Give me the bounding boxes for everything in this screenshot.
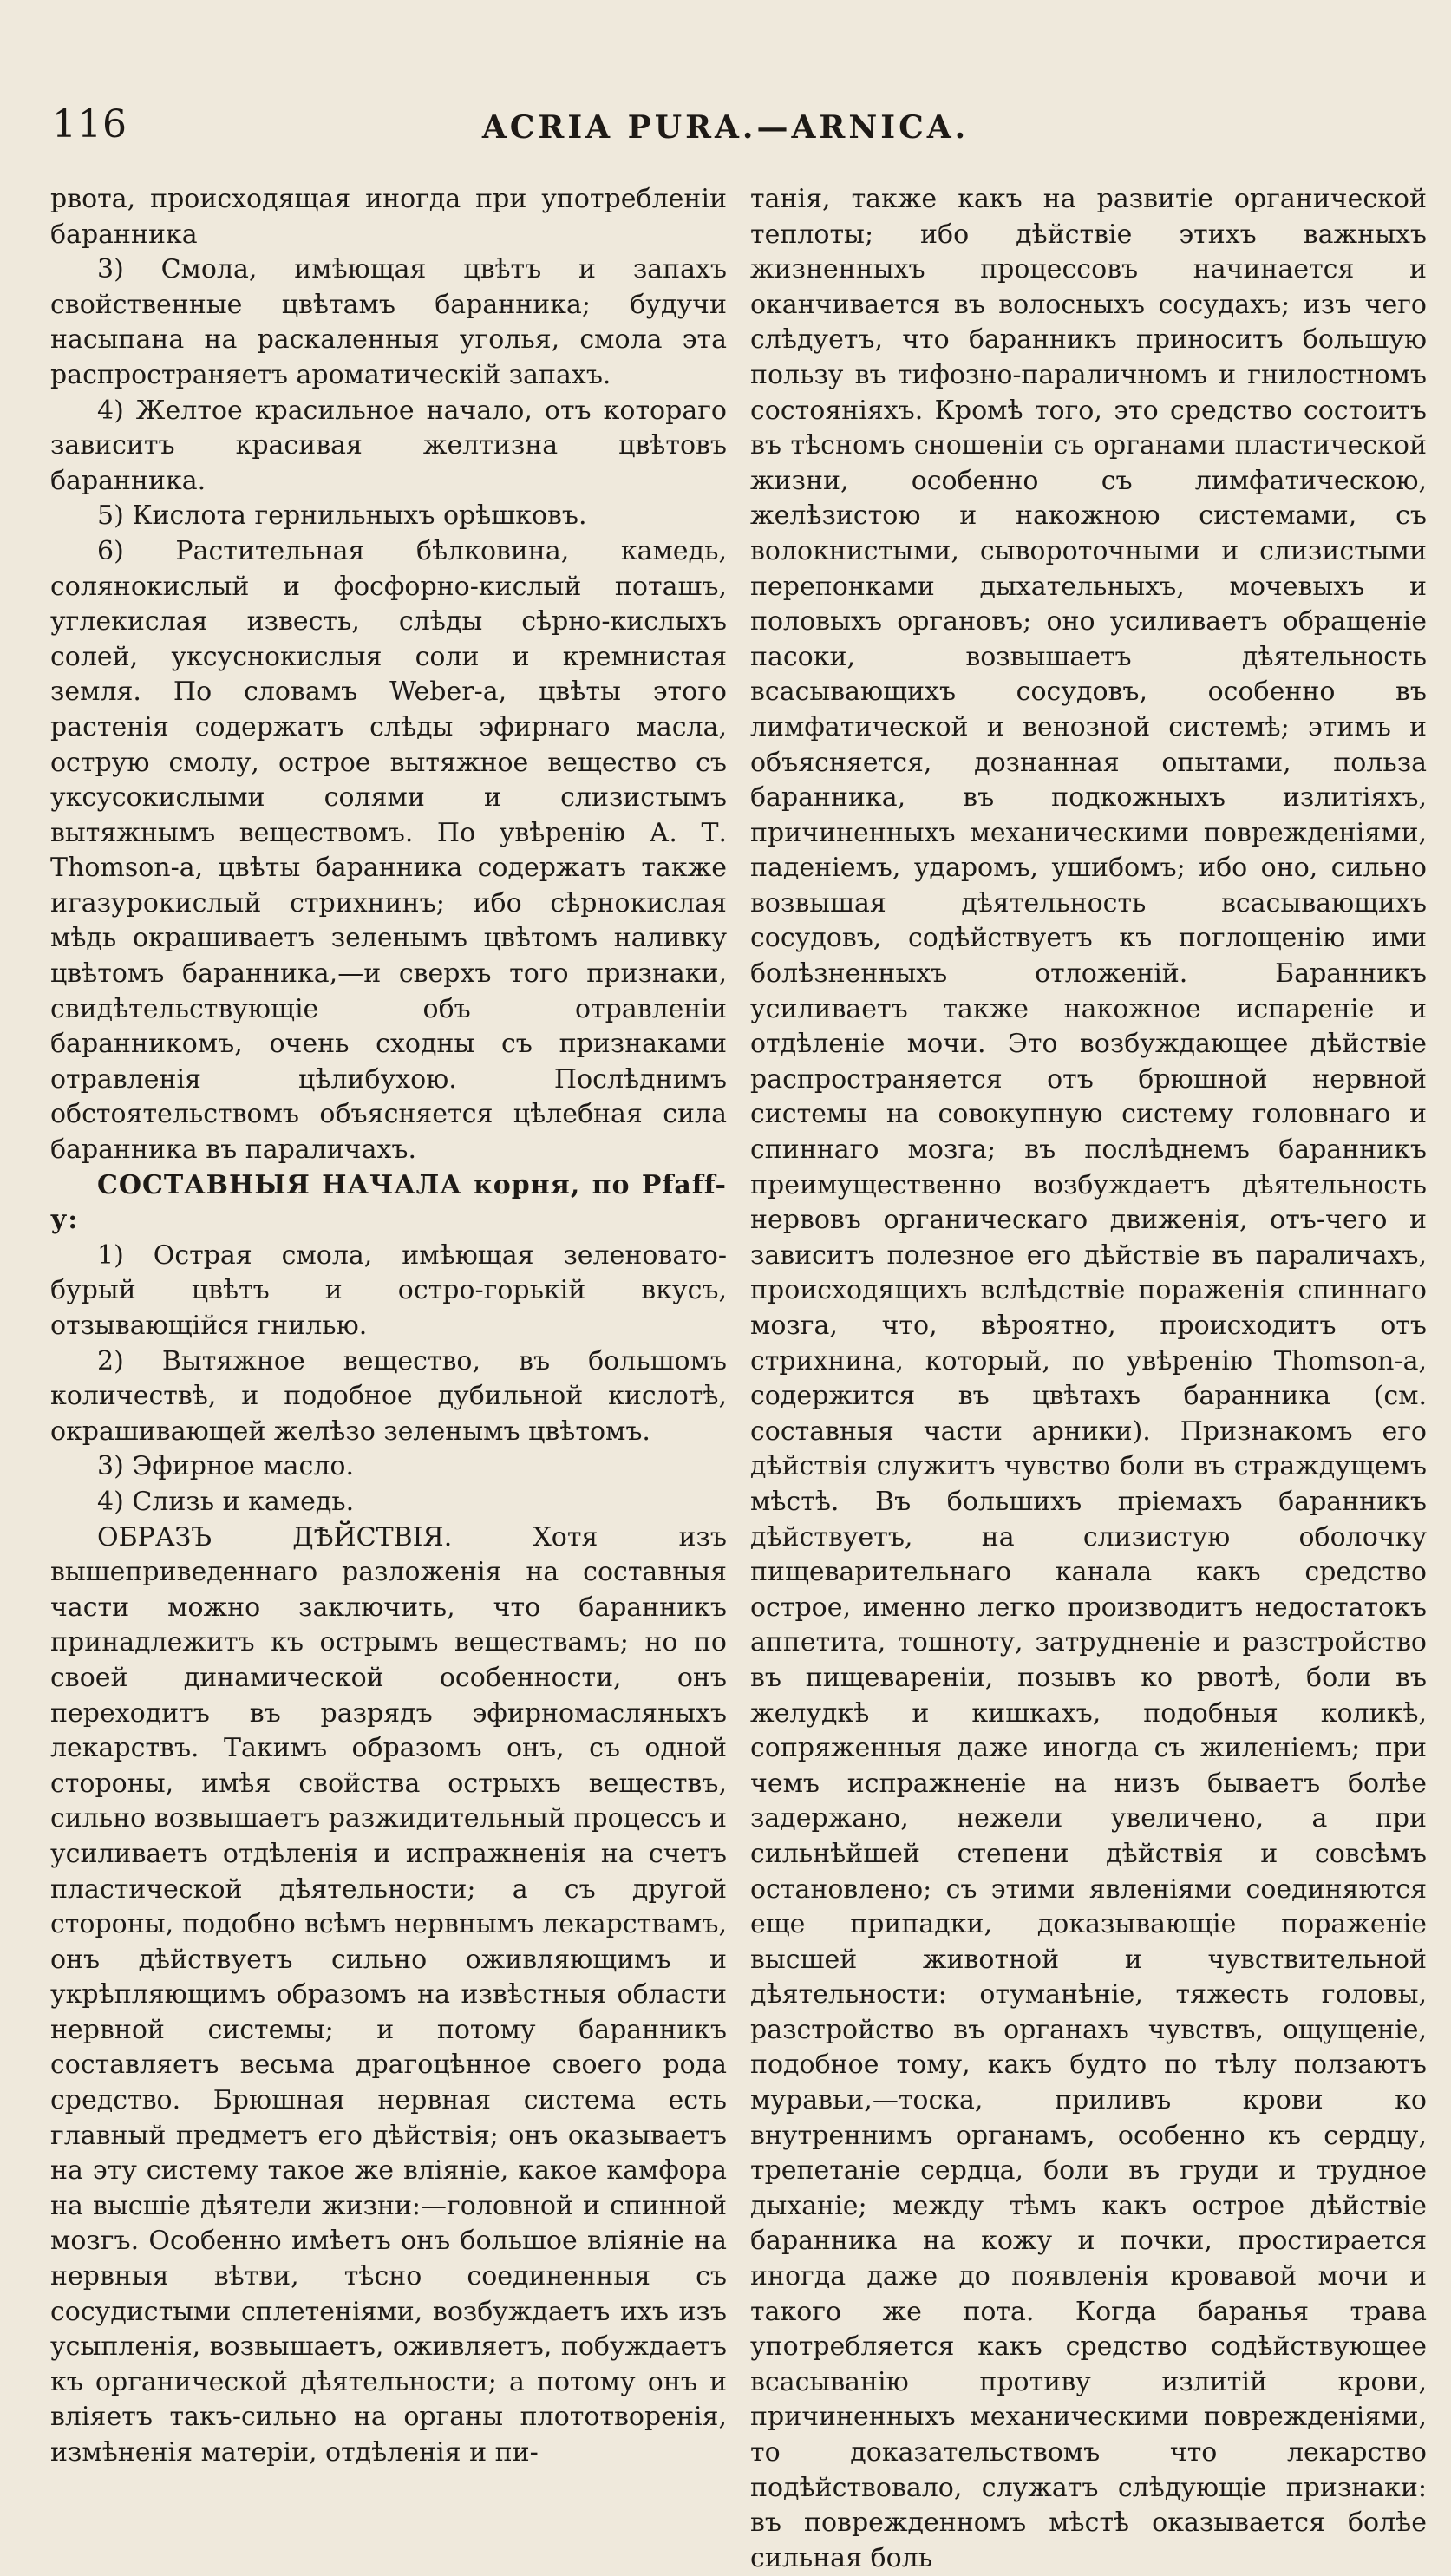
paragraph: 3) Эфирное масло.: [97, 1451, 354, 1482]
paragraph: 4) Слизь и камедь.: [97, 1486, 355, 1517]
paragraph: 3) Смола, имѣющая цвѣтъ и запахъ свойственные цвѣтамъ баранника; будучи насыпана на раскаленныя уголья, смола эта распространяетъ ароматическій запахъ.: [50, 254, 727, 390]
paragraph: 1) Острая смола, имѣющая зеленовато-бурый цвѣтъ и остро-горькій вкусъ, отзывающійся гнилью.: [50, 1239, 727, 1341]
right-column: [750, 182, 1427, 2576]
running-head: ACRIA PURA.—ARNICA.: [481, 109, 970, 146]
paragraph: 4) Желтое красильное начало, отъ котораго зависитъ красивая желтизна цвѣтовъ баранника.: [50, 395, 727, 496]
paragraph: ОБРАЗЪ ДѢЙСТВІЯ. Хотя изъ вышеприведеннаго разложенія на составныя части можно заключить, что баранникъ принадлежитъ къ острымъ веществамъ; но по своей динамической особенности, онъ переходитъ въ разрядъ эфирномасляныхъ лекарствъ. Такимъ образомъ онъ, съ одной стороны, имѣя свойства острыхъ веществъ, сильно возвышаетъ разжидительный процессъ и усиливаетъ отдѣленія и испражненія на счетъ пластической дѣятельности; а съ другой стороны, подобно всѣмъ нервнымъ лекарствамъ, онъ дѣйствуетъ сильно оживляющимъ и укрѣпляющимъ образомъ на извѣстныя области нервной системы; и потому баранникъ составляетъ весьма драгоцѣнное своего рода средство. Брюшная нервная система есть главный предметъ его дѣйствія; онъ оказываетъ на эту систему такое же вліяніе, какое камфора на высшіе дѣятели жизни:—головной и спинной мозгъ. Особенно имѣетъ онъ большое вліяніе на нервныя вѣтви, тѣсно соединенныя съ сосудистыми сплетеніями, возбуждаетъ ихъ изъ усыпленія, возвышаетъ, оживляетъ, побуждаетъ къ органической дѣятельности; а потому онъ и вліяетъ такъ-сильно на органы плототворенія, измѣненія матеріи, отдѣленія и пи-: [50, 1521, 727, 2468]
paragraph: рвота, происходящая иногда при употребленіи баранника: [50, 184, 727, 250]
paragraph: 5) Кислота гернильныхъ орѣшковъ.: [97, 500, 587, 532]
paragraph: танія, также какъ на развитіе органической теплоты; ибо дѣйствіе этихъ важныхъ жизненныхъ процессовъ начинается и оканчивается въ волосныхъ сосудахъ; изъ чего слѣдуетъ, что баранникъ приноситъ большую пользу въ тифозно-параличномъ и гнилостномъ состояніяхъ. Кромѣ того, это средство состоитъ въ тѣсномъ сношеніи съ органами пластической жизни, особенно съ лимфатическою, желѣзистою и накожною системами, съ волокнистыми, сывороточными и слизистыми перепонками дыхательныхъ, мочевыхъ и половыхъ органовъ; оно усиливаетъ обращеніе пасоки, возвышаетъ дѣятельность всасывающихъ сосудовъ, особенно въ лимфатической и венозной системѣ; этимъ и объясняется, дознанная опытами, польза баранника, въ подкожныхъ излитіяхъ, причиненныхъ механическими поврежденіями, паденіемъ, ударомъ, ушибомъ; ибо оно, сильно возвышая дѣятельность всасывающихъ сосудовъ, содѣйствуетъ къ поглощенію ими болѣзненныхъ отложеній. Баранникъ усиливаетъ также накожное испареніе и отдѣленіе мочи. Это возбуждающее дѣйствіе распространяется отъ брюшной нервной системы на совокупную систему головнаго и спиннаго мозга; въ послѣднемъ баранникъ преимущественно возбуждаетъ дѣятельность нервовъ органическаго движенія, отъ-чего и зависитъ полезное его дѣйствіе въ параличахъ, происходящихъ вслѣдствіе пораженія спиннаго мозга, что, вѣроятно, происходитъ отъ стрихнина, который, по увѣренію Thomson-а, содержится въ цвѣтахъ баранника (см. составныя части арники). Признакомъ его дѣйствія служитъ чувство боли въ страждущемъ мѣстѣ. Въ большихъ пріемахъ баранникъ дѣйствуетъ, на слизистую оболочку пищеварительнаго канала какъ средство острое, именно легко производитъ недостатокъ аппетита, тошноту, затрудненіе и разстройство въ пищевареніи, позывъ ко рвотѣ, боли въ желудкѣ и кишкахъ, подобныя коликѣ, сопряженныя даже иногда съ жиленіемъ; при чемъ испражненіе на низъ бываетъ болѣе задержано, нежели увеличено, а при сильнѣйшей степени дѣйствія и совсѣмъ остановлено; съ этими явленіями соединяются еще припадки, доказывающіе пораженіе высшей животной и чувствительной дѣятельности: отуманѣніе, тяжесть головы, разстройство въ органахъ чувствъ, ощущеніе, подобное тому, какъ будто по тѣлу ползаютъ муравьи,—тоска, приливъ крови ко внутреннимъ органамъ, особенно къ сердцу, трепетаніе сердца, боли въ груди и трудное дыханіе; между тѣмъ какъ острое дѣйствіе баранника на кожу и почки, простирается иногда даже до появленія кровавой мочи и такого же пота. Когда баранья трава употребляется какъ средство содѣйствующее всасыванію противу излитій крови, причиненныхъ механическими поврежденіями, то доказательствомъ что лекарство подѣйствовало, служатъ слѣдующіе признаки: въ поврежденномъ мѣстѣ оказывается болѣе сильная боль: [750, 184, 1427, 2573]
section-heading: СОСТАВНЫЯ НАЧАЛА корня, по Pfaff-у:: [50, 1169, 727, 1236]
page-header: [52, 102, 1399, 163]
left-column: [50, 182, 727, 2471]
page-number: 116: [52, 102, 127, 147]
paragraph: 6) Растительная бѣлковина, камедь, солянокислый и фосфорно-кислый поташъ, углекислая известь, слѣды сѣрно-кислыхъ солей, уксуснокислыя соли и кремнистая земля. По словамъ Weber-а, цвѣты этого растенія содержатъ слѣды эфирнаго масла, острую смолу, острое вытяжное вещество съ уксусокислыми солями и слизистымъ вытяжнымъ веществомъ. По увѣренію А. Т. Thomson-а, цвѣты баранника содержатъ также игазурокислый стрихнинъ; ибо сѣрнокислая мѣдь окрашиваетъ зеленымъ цвѣтомъ наливку цвѣтомъ баранника,—и сверхъ того признаки, свидѣтельствующіе объ отравленіи баранникомъ, очень сходны съ признаками отравленія цѣлибухою. Послѣднимъ обстоятельствомъ объясняется цѣлебная сила баранника въ параличахъ.: [50, 535, 727, 1166]
paragraph: 2) Вытяжное вещество, въ большомъ количествѣ, и подобное дубильной кислотѣ, окрашивающей желѣзо зеленымъ цвѣтомъ.: [50, 1345, 727, 1447]
